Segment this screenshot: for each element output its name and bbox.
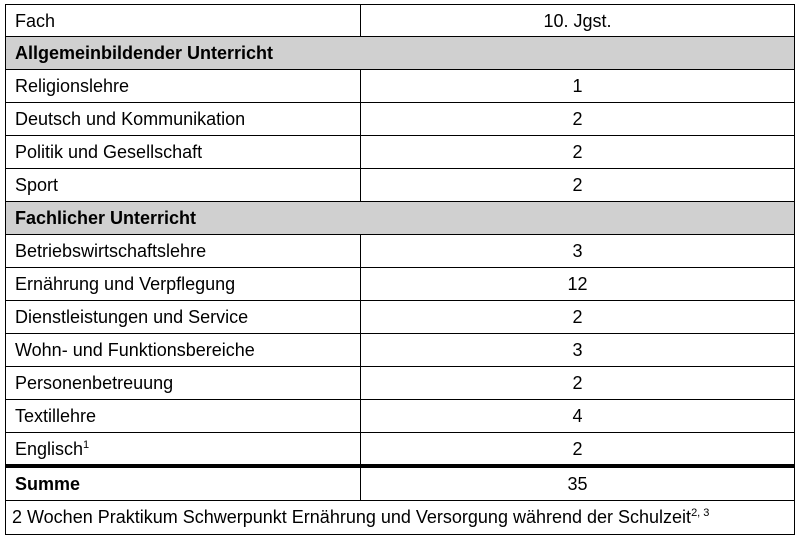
hours-cell: 3	[572, 340, 583, 360]
subject-cell: Sport	[6, 169, 361, 201]
subject-cell: Dienstleistungen und Service	[6, 301, 361, 333]
hours-cell: 1	[572, 76, 583, 96]
footnote-marker: 1	[83, 439, 90, 451]
subject-cell: Deutsch und Kommunikation	[6, 103, 361, 135]
table-row	[5, 301, 795, 334]
subject-cell: Textillehre	[6, 400, 361, 432]
section-title: Fachlicher Unterricht	[15, 208, 197, 228]
subject-cell: Wohn- und Funktionsbereiche	[6, 334, 361, 366]
note-footnote-marker: 2, 3	[691, 507, 710, 519]
header-subject: Fach	[6, 5, 361, 36]
hours-cell: 2	[572, 439, 583, 459]
subject-cell: Politik und Gesellschaft	[6, 136, 361, 168]
subject-cell: Betriebswirtschaftslehre	[6, 235, 361, 267]
subject-cell: Ernährung und Verpflegung	[6, 268, 361, 300]
section-row-technical	[5, 202, 795, 235]
note-cell	[6, 501, 794, 534]
section-row-general	[5, 37, 795, 70]
table-row	[5, 136, 795, 169]
note-text: 2 Wochen Praktikum Schwerpunkt Ernährung und Versorgung während der Schulzeit	[12, 507, 692, 527]
table-row	[5, 235, 795, 268]
hours-cell: 2	[572, 307, 583, 327]
curriculum-table	[5, 4, 795, 535]
section-title: Allgemeinbildender Unterricht	[15, 43, 274, 63]
subject-cell: Religionslehre	[6, 70, 361, 102]
subject-text: Englisch	[15, 439, 84, 459]
hours-cell: 4	[572, 406, 583, 426]
table-row	[5, 367, 795, 400]
subject-cell: Personenbetreuung	[6, 367, 361, 399]
table-row	[5, 70, 795, 103]
note-row	[5, 501, 795, 535]
hours-cell: 2	[572, 373, 583, 393]
table-row	[5, 334, 795, 367]
table-row	[5, 400, 795, 433]
table-row	[5, 268, 795, 301]
hours-cell: 12	[567, 274, 588, 294]
hours-cell: 2	[572, 109, 583, 129]
table-row	[5, 103, 795, 136]
hours-cell: 2	[572, 142, 583, 162]
subject-cell	[6, 433, 361, 464]
hours-cell: 3	[572, 241, 583, 261]
hours-cell: 2	[572, 175, 583, 195]
total-value: 35	[567, 474, 588, 494]
table-row	[5, 169, 795, 202]
header-grade: 10. Jgst.	[543, 11, 612, 31]
total-row	[5, 468, 795, 501]
table-row	[5, 433, 795, 468]
total-label: Summe	[6, 468, 361, 500]
table-header-row	[5, 4, 795, 37]
